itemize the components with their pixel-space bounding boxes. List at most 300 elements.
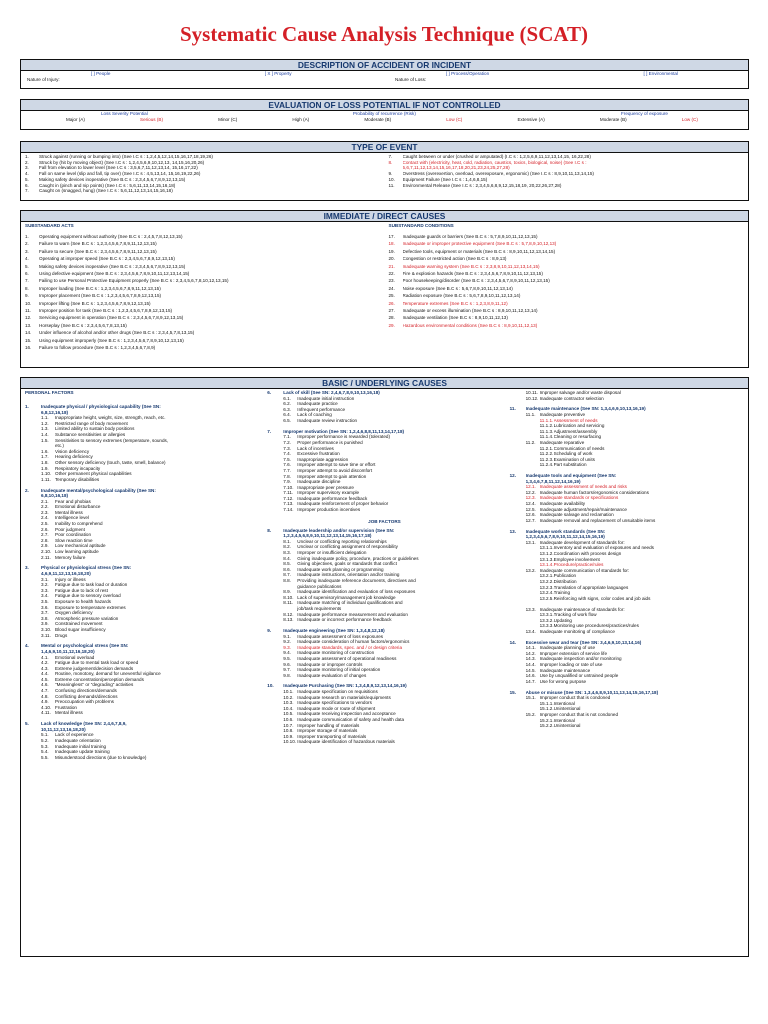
basic-cause-text: Extreme concentration/perception demands bbox=[55, 676, 144, 682]
basic-cause-text: Physical or physiological stress (See SN: bbox=[41, 565, 132, 571]
basic-cause-text: "Meaningless" or "degrading" activities bbox=[55, 682, 134, 688]
basic-cause-number: 5.1. bbox=[41, 732, 49, 738]
basic-cause-item bbox=[510, 679, 744, 685]
basic-cause-number: 5.5. bbox=[41, 754, 49, 760]
basic-cause-number: 12.1. bbox=[525, 484, 536, 490]
basic-cause-number: 1.2. bbox=[41, 420, 49, 426]
check-property[interactable]: [ X ] Property bbox=[264, 71, 292, 76]
basic-cause-text: 1,2,3,4,5,6,8,9,10,11,12,13,14,15,16,17,18) bbox=[283, 533, 372, 539]
basic-cause-text: Frustration bbox=[55, 704, 77, 710]
basic-cause-text: Fatigue due to task load or duration bbox=[55, 582, 128, 588]
basic-cause-item bbox=[267, 507, 501, 513]
basic-cause-number: 12.7. bbox=[525, 517, 536, 523]
basic-cause-text: Mental or psychological stress (See SN: bbox=[41, 643, 129, 649]
substandard-condition-number: 24. bbox=[388, 285, 395, 291]
basic-cause-text: Exposure to health hazards bbox=[55, 598, 111, 604]
basic-column-middle bbox=[263, 389, 505, 761]
basic-cause-number: 9.5. bbox=[283, 655, 291, 661]
basic-cause-number: 13.2.4. bbox=[539, 590, 554, 596]
substandard-condition-number: 27. bbox=[388, 308, 395, 314]
basic-cause-text: Atmospheric pressure variation bbox=[55, 615, 119, 621]
event-section bbox=[20, 141, 749, 201]
basic-header: BASIC / UNDERLYING CAUSES bbox=[21, 378, 748, 389]
basic-cause-text: Sensitivities to sensory extremes (temperature, sounds, bbox=[55, 437, 169, 443]
substandard-condition bbox=[389, 270, 745, 277]
event-item-text: 5,6,7,11,12,13,14,15,16,17,18,20,21,23,24,25,27,28) bbox=[402, 165, 510, 171]
event-item-text: Fall on same level (slip and fall, tip over) (See I.C s : 4,5,13,14, 15,16,19,22,26) bbox=[39, 171, 201, 177]
basic-cause-number: 7.1. bbox=[283, 434, 291, 440]
description-header: DESCRIPTION OF ACCIDENT OR INCIDENT bbox=[21, 60, 748, 71]
basic-cause-number: 3.3. bbox=[41, 587, 49, 593]
basic-cause-item bbox=[25, 755, 259, 761]
event-item-number: 9. bbox=[388, 171, 393, 177]
event-item-text: Struck by (hit by moving object) (See I.C s : 1,2,4,5,6,9,10,12,13, 14,15,16,20,26) bbox=[39, 159, 205, 165]
basic-cause-text: Low learning aptitude bbox=[55, 549, 99, 555]
immediate-header: IMMEDIATE / DIRECT CAUSES bbox=[21, 211, 748, 222]
basic-cause-text: Use by unqualified or untrained people bbox=[539, 673, 619, 679]
basic-cause-text: Inadequate or incorrect performance feedback bbox=[297, 617, 392, 623]
basic-cause-number: 15.2.2. bbox=[539, 723, 554, 729]
immediate-section bbox=[20, 210, 749, 368]
basic-cause-text: Fear and phobias bbox=[55, 498, 91, 504]
basic-cause-number: 13.1.1. bbox=[539, 545, 554, 551]
basic-cause-text: Intentional bbox=[553, 700, 575, 706]
basic-cause-number: 8.4. bbox=[283, 555, 291, 561]
basic-cause-text: Misunderstood directions (due to knowledge) bbox=[55, 754, 147, 760]
basic-cause-number: 2.11. bbox=[41, 554, 51, 560]
basic-cause-number: 10.3. bbox=[283, 700, 294, 706]
basic-cause-text: Part substitution bbox=[553, 462, 587, 468]
basic-cause-number: 11.2.1. bbox=[539, 445, 554, 451]
basic-cause-item bbox=[25, 555, 259, 561]
basic-cause-number: 5. bbox=[25, 721, 29, 727]
substandard-condition-number: 29. bbox=[388, 322, 395, 328]
basic-cause-text: Routine, monotony, demand for uneventful vigilance bbox=[55, 671, 161, 677]
event-header: TYPE OF EVENT bbox=[21, 142, 748, 153]
basic-cause-number: 8.5. bbox=[283, 561, 291, 567]
basic-cause-text: Inadequate practice bbox=[297, 401, 338, 407]
basic-cause-text: 6,8,12,16,18) bbox=[41, 409, 69, 415]
basic-cause-text: Fatigue due to sensory overload bbox=[55, 593, 121, 599]
basic-cause-text: Cleaning or resurfacing bbox=[553, 434, 602, 440]
basic-cause-number bbox=[25, 727, 41, 733]
basic-cause-number: 11.2. bbox=[525, 439, 536, 445]
probability-group-label: Probability of recurrence (Risk) bbox=[352, 111, 416, 116]
substandard-condition-number: 18. bbox=[388, 241, 395, 247]
substandard-act bbox=[25, 285, 381, 292]
event-item-number: 11. bbox=[388, 182, 395, 188]
basic-cause-number: 9.6. bbox=[283, 661, 291, 667]
substandard-condition-number: 17. bbox=[388, 234, 395, 239]
basic-cause-text: Inadequate receiving inspection and acceptance bbox=[297, 711, 396, 717]
basic-cause-number: 4.8. bbox=[41, 693, 49, 699]
basic-cause-number: 15.1. bbox=[525, 695, 536, 701]
evaluation-level-option[interactable]: Minor (C) bbox=[218, 117, 238, 122]
basic-cause-text: Fatigue due to lack of rest bbox=[55, 587, 108, 593]
basic-cause-text: Inadequate specifications to vendors bbox=[297, 700, 372, 706]
evaluation-level-option[interactable]: High (A) bbox=[292, 117, 310, 122]
basic-cause-number: 13.2.3. bbox=[539, 584, 554, 590]
basic-cause-text: Fatigue due to mental task load or speed bbox=[55, 660, 139, 666]
event-item-text: Caught on (snagged, hung) (See I.C s : 5,6,11,12,13,14,15,16,18) bbox=[39, 188, 173, 194]
basic-cause-text: Inadequate maintenance of standards for: bbox=[539, 606, 625, 612]
basic-cause-text: Inadequate communication of standards for: bbox=[539, 567, 630, 573]
basic-cause-text: Improper production incentives bbox=[297, 507, 361, 513]
basic-cause-number: 15. bbox=[509, 689, 516, 695]
event-item-number: 2. bbox=[25, 159, 29, 165]
basic-cause-text: Inappropriate peer pressure bbox=[297, 484, 354, 490]
evaluation-levels bbox=[21, 117, 748, 123]
basic-cause-text: Excessive frustration bbox=[297, 451, 340, 457]
substandard-condition-text: Poor housekeeping/disorder (See B.C s : 2,3,4,5,6,7,8,9,10,11,12,13,15) bbox=[402, 278, 550, 284]
basic-cause-number: 6.3. bbox=[283, 406, 291, 412]
basic-cause-number: 13.3.1. bbox=[539, 612, 554, 618]
basic-cause-number: 1. bbox=[25, 404, 29, 409]
basic-cause-number: 4.11. bbox=[41, 710, 51, 716]
basic-cause-number: 4.1. bbox=[41, 654, 49, 660]
basic-cause-number: 2.6. bbox=[41, 526, 49, 532]
basic-cause-number: 13.3.3. bbox=[539, 623, 554, 629]
substandard-condition-number: 21. bbox=[388, 263, 395, 269]
event-item-number: 3. bbox=[25, 165, 29, 171]
basic-cause-text: Improper or insufficient delegation bbox=[297, 550, 367, 556]
basic-cause-text: Inadequate initial training bbox=[55, 743, 107, 749]
basic-cause-text: Drugs bbox=[55, 632, 68, 638]
basic-cause-text: Preoccupation with problems bbox=[55, 699, 114, 705]
basic-cause-text: Blood sugar insufficiency bbox=[55, 626, 106, 632]
basic-cause-text: Unintentional bbox=[553, 706, 581, 712]
basic-cause-number: 6.5. bbox=[283, 417, 291, 423]
basic-cause-number: 7. bbox=[267, 428, 272, 434]
basic-cause-text: Exposure to temperature extremes bbox=[55, 604, 126, 610]
substandard-condition bbox=[389, 277, 745, 284]
event-item-number: 7. bbox=[25, 188, 29, 194]
basic-cause-text: Inadequate identification of hazardous materials bbox=[297, 739, 395, 745]
basic-cause-number: 15.1.2. bbox=[539, 706, 554, 712]
basic-cause-text: Inadequate salvage and reclamation bbox=[539, 512, 614, 518]
basic-cause-number: 13.4. bbox=[525, 628, 536, 634]
job-factors-header: JOB FACTORS bbox=[368, 518, 401, 524]
basic-cause-number: 8.2. bbox=[283, 544, 291, 550]
basic-cause-text: Improper performance is rewarded (tolerated) bbox=[297, 434, 390, 440]
substandard-conditions-header: SUBSTANDARD CONDITIONS bbox=[388, 223, 454, 228]
basic-cause-number: 1.9. bbox=[41, 465, 49, 471]
basic-cause-number: 10.8. bbox=[283, 728, 294, 734]
nature-row bbox=[21, 77, 748, 83]
basic-cause-number: 8.11. bbox=[283, 600, 294, 606]
basic-cause-number bbox=[510, 479, 526, 485]
event-item-text: Fall from elevation to lower level (See I.C s : 3,5,6,7,11,12,13,14, 15,16,17,22) bbox=[39, 165, 198, 171]
basic-cause-text: Lack of supervisory/management job knowledge bbox=[297, 594, 396, 600]
basic-cause-number: 7.3. bbox=[283, 445, 291, 451]
basic-cause-text: Inadequate maintenance bbox=[539, 667, 591, 673]
basic-cause-text: 4,6,9,11,12,13,16,18,20) bbox=[41, 571, 91, 576]
basic-cause-number: 1.7. bbox=[41, 454, 49, 460]
substandard-act-number: 11. bbox=[25, 308, 32, 314]
substandard-act-text: Failure to follow procedure (See B.C s : 1,2,3,4,5,6,7,8,9) bbox=[39, 345, 156, 351]
substandard-condition-number: 20. bbox=[388, 256, 395, 262]
basic-cause-text: Lack of coaching bbox=[297, 412, 332, 418]
basic-cause-number: 7.11. bbox=[283, 490, 294, 496]
substandard-act-text: Improper position for task (See B.C s : 1,2,3,4,5,6,7,8,9,12,13,15) bbox=[39, 308, 173, 314]
basic-cause-text: Inadequate monitoring of compliance bbox=[539, 628, 615, 634]
basic-cause-number: 4.5. bbox=[41, 676, 49, 682]
substandard-condition-text: Inadequate or improper protective equipment (See B.C s : 5,7,8,9,10,12,13) bbox=[402, 241, 557, 247]
basic-cause-text: Proper performance is punished bbox=[297, 439, 363, 445]
basic-cause-item bbox=[25, 633, 259, 639]
basic-cause-text: Inappropriate aggression bbox=[297, 456, 349, 462]
basic-cause-number: 9.7. bbox=[283, 667, 291, 673]
basic-cause-number: 8.8. bbox=[283, 578, 291, 583]
basic-cause-text: Mental illness bbox=[55, 710, 83, 716]
basic-cause-text: 1,2,3,4,5,6,7,8,9,10,11,12,14,15,16,19) bbox=[525, 534, 605, 540]
basic-cause-text: Inappropriate height, weight, size, strength, reach, etc. bbox=[55, 415, 166, 421]
substandard-condition-number: 19. bbox=[388, 248, 395, 254]
basic-column-right bbox=[506, 389, 748, 761]
basic-cause-text: Improper transporting of materials bbox=[297, 733, 367, 739]
basic-cause-number: 14.3. bbox=[525, 656, 536, 662]
basic-cause-number: 2.2. bbox=[41, 504, 49, 510]
basic-cause-text: Inadequate standards, spec. and / or design criteria bbox=[297, 644, 402, 650]
basic-cause-text: Substance sensitivities or allergies bbox=[55, 431, 126, 437]
basic-cause-number: 3. bbox=[25, 565, 29, 571]
basic-cause-text: Unintentional bbox=[553, 723, 581, 729]
substandard-act bbox=[25, 270, 381, 277]
basic-cause-number: 9.3. bbox=[283, 644, 291, 650]
basic-cause-text: Scheduling of work bbox=[553, 451, 593, 457]
basic-cause-text: Inability to comprehend bbox=[55, 521, 103, 527]
basic-cause-text: 1,3,4,6,7,8,11,12,14,16,19) bbox=[525, 478, 581, 484]
substandard-condition-number: 23. bbox=[388, 278, 395, 284]
basic-cause-text: Inadequate removal and replacement of unsuitable items bbox=[539, 517, 656, 523]
evaluation-header: EVALUATION OF LOSS POTENTIAL IF NOT CONTROLLED bbox=[21, 100, 748, 111]
basic-cause-text: Inadequate evaluation of changes bbox=[297, 672, 367, 678]
substandard-condition-text: Radiation exposure (See B.C s : 5,6,7,8,9,10,11,12,13,14) bbox=[402, 293, 521, 299]
basic-cause-number: 10.11. bbox=[525, 390, 539, 395]
event-item-number: 8. bbox=[388, 159, 393, 165]
basic-cause-number: 10.2. bbox=[283, 694, 294, 700]
basic-cause-text: Unclear or conflicting assignment of responsibility bbox=[297, 544, 398, 550]
basic-cause-number: 4.6. bbox=[41, 682, 49, 688]
substandard-condition-text: Fire & explosion hazards (See B.C s : 2,3,4,5,6,7,8,9,10,11,12,13,15) bbox=[402, 271, 543, 277]
basic-cause-text: Inadequate leadership and/or supervision (See SN: bbox=[283, 527, 395, 533]
evaluation-level-option[interactable]: Low (C) bbox=[681, 117, 698, 122]
basic-cause-text: Inadequate update training bbox=[55, 749, 110, 755]
basic-cause-text: Abuse or misuse (See SN: 1,3,4,6,8,9,10,11,13,14,15,16,17,18) bbox=[525, 689, 659, 695]
basic-cause-text: Inadequate development of standards for: bbox=[539, 539, 625, 545]
basic-cause-text: guidance publications bbox=[297, 583, 342, 589]
basic-cause-number: 12.4. bbox=[525, 501, 536, 507]
basic-cause-number: 13.3. bbox=[525, 606, 536, 612]
evaluation-level-option[interactable]: Moderate (B) bbox=[364, 117, 392, 122]
basic-cause-number: 13.2. bbox=[525, 567, 536, 573]
substandard-condition-text: Inadequate warning system (See B.C s : 2,3,8,9,10,11,12,13,14,15) bbox=[402, 263, 540, 269]
basic-cause-number: 14. bbox=[509, 639, 516, 645]
substandard-act-text: Using equipment improperly (See B.C s : 1,2,3,4,5,6,7,8,9,10,12,13,15) bbox=[39, 337, 184, 343]
basic-cause-text: Procedure/practice/rules bbox=[553, 562, 604, 568]
basic-cause-text: Inadequate instructions, orientation and/or training bbox=[297, 572, 400, 578]
substandard-act-number: 6. bbox=[25, 271, 29, 277]
substandard-act-text: Under influence of alcohol and/or other drugs (See B.C s : 2,3,4,5,7,8,13,15) bbox=[39, 330, 195, 336]
basic-cause-text: Inadequate assessment of operational readiness bbox=[297, 655, 397, 661]
basic-cause-text: Excessive wear and tear (See SN: 3,4,6,9,10,13,14,16) bbox=[525, 639, 642, 645]
check-people[interactable]: [ ] People bbox=[91, 71, 111, 76]
event-item-text: Equipment Failure (See I.C s : 1,4,6,8,15) bbox=[402, 176, 488, 182]
basic-cause-text: Inadequate or improper controls bbox=[297, 661, 363, 667]
basic-cause-item bbox=[510, 462, 744, 468]
basic-cause-number: 1.10. bbox=[41, 471, 52, 477]
basic-cause-text: Monitoring use procedures/practices/rules bbox=[553, 623, 639, 629]
substandard-act bbox=[25, 329, 381, 336]
basic-cause-text: Inadequate physical / physiological capability (See SN: bbox=[41, 404, 161, 409]
basic-cause-item bbox=[267, 739, 501, 745]
basic-cause-text: Inadequate monitoring of initial operation bbox=[297, 667, 381, 673]
basic-cause-item bbox=[267, 673, 501, 679]
basic-cause-text: Improper extension of service life bbox=[539, 650, 607, 656]
event-item-text: Struck against (running or bumping into) (See I.C s : 1,2,4,5,12,14,15,16,17,18,19,26) bbox=[39, 154, 213, 159]
basic-cause-number: 2.9. bbox=[41, 543, 49, 549]
basic-cause-number: 3.4. bbox=[41, 593, 49, 599]
basic-cause-number: 9.4. bbox=[283, 650, 291, 656]
check-process[interactable]: [ ] Process/Operation bbox=[445, 71, 490, 76]
basic-cause-text: Assessment of needs bbox=[553, 417, 598, 423]
substandard-condition-number: 26. bbox=[388, 300, 395, 306]
basic-cause-number: 9.2. bbox=[283, 639, 291, 645]
basic-cause-text: Slow reaction time bbox=[55, 537, 93, 543]
substandard-act bbox=[25, 240, 381, 247]
basic-cause-number: 12.2. bbox=[525, 489, 536, 495]
basic-cause-text: Inadequate reinforcement of proper behavior bbox=[297, 501, 389, 507]
basic-cause-number: 7.13. bbox=[283, 501, 294, 507]
basic-cause-text: job/task requirements bbox=[297, 605, 342, 611]
basic-cause-number: 3.7. bbox=[41, 610, 49, 616]
basic-cause-number bbox=[267, 533, 283, 539]
basic-cause-text: Other permanent physical capabilities bbox=[55, 471, 132, 477]
evaluation-level-option[interactable]: Low (C) bbox=[446, 117, 463, 122]
basic-cause-text: Constrained movement bbox=[55, 621, 103, 627]
basic-cause-text: Inadequate mental/psychological capability (See SN: bbox=[41, 487, 156, 493]
basic-cause-number: 1.6. bbox=[41, 448, 49, 454]
description-section bbox=[20, 59, 749, 89]
substandard-condition-number: 28. bbox=[388, 315, 395, 321]
basic-cause-text: Lack of incentives bbox=[297, 445, 334, 451]
basic-cause-text: Inadequate research on materials/equipments bbox=[297, 694, 391, 700]
basic-cause-text: Hearing deficiency bbox=[55, 454, 93, 460]
event-item bbox=[389, 183, 745, 189]
basic-cause-text: Inadequate Purchasing (See SN: 1,3,4,8,9,12,13,14,16,19) bbox=[283, 683, 407, 689]
substandard-act-text: Improper placement (See B.C s : 1,2,3,4,5,6,7,8,9,12,13,15) bbox=[39, 293, 162, 299]
basic-cause-number: 8.7. bbox=[283, 572, 291, 578]
basic-cause-number: 13.1. bbox=[525, 539, 536, 545]
substandard-act bbox=[25, 344, 381, 351]
substandard-condition bbox=[389, 285, 745, 292]
basic-cause-number: 1.4. bbox=[41, 431, 49, 437]
basic-cause-text: Coordination with process design bbox=[553, 551, 622, 556]
basic-cause-text: Inadequate specification on requisitions bbox=[297, 689, 378, 695]
basic-cause-text: Inadequate assessment of needs and risks bbox=[539, 484, 627, 490]
basic-cause-text: Low mechanical aptitude bbox=[55, 543, 106, 549]
substandard-act-text: Failure to secure (See B.C s : 2,3,4,5,6,7,8,9,11,12,13,15) bbox=[39, 248, 157, 254]
basic-cause-text: Inadequate performance measurement and evaluation bbox=[297, 611, 408, 617]
basic-cause-number: 9.1. bbox=[283, 633, 291, 639]
evaluation-level-option[interactable]: Extensive (A) bbox=[517, 117, 545, 122]
event-item-number: 4. bbox=[25, 171, 29, 177]
basic-cause-text: Improper attempt to avoid discomfort bbox=[297, 467, 373, 473]
basic-cause-text: Inadequate discipline bbox=[297, 479, 341, 485]
substandard-act-number: 4. bbox=[25, 256, 29, 262]
substandard-condition-text: Hazardous environmental conditions (See B.C s : 8,9,10,11,12,13) bbox=[402, 322, 538, 328]
basic-cause-number: 5.2. bbox=[41, 738, 49, 743]
basic-cause-number: 5.4. bbox=[41, 749, 49, 755]
basic-cause-text: Inadequate work standards (See SN: bbox=[525, 528, 606, 534]
substandard-act bbox=[25, 255, 381, 262]
basic-cause-number: 7.7. bbox=[283, 467, 291, 473]
evaluation-level-option[interactable]: Moderate (B) bbox=[599, 117, 627, 122]
basic-cause-text: Other sensory deficiency (touch, taste, smell, balance) bbox=[55, 459, 166, 465]
substandard-condition-number: 25. bbox=[388, 293, 395, 299]
basic-cause-number: 6.1. bbox=[283, 395, 291, 401]
basic-cause-number: 13. bbox=[509, 528, 516, 534]
basic-cause-number: 8.13. bbox=[283, 617, 294, 623]
basic-cause-text: Use for wrong purpose bbox=[539, 678, 587, 684]
basic-cause-text: Inadequate monitoring of construction bbox=[297, 650, 375, 656]
basic-cause-text: Inadequate identification and evaluation of loss exposures bbox=[297, 589, 416, 595]
basic-cause-text: Poor judgment bbox=[55, 526, 85, 532]
basic-cause-text: Employee involvement bbox=[553, 556, 600, 562]
substandard-condition-text: Inadequate or excess illumination (See B.C s : 8,9,10,11,12,13,14) bbox=[402, 308, 538, 314]
basic-cause-text: Improper handling of materials bbox=[297, 722, 360, 728]
substandard-condition-text: Inadequate ventilation (See B.C s : 8,9,10,11,12,13) bbox=[402, 315, 508, 321]
evaluation-level-option[interactable]: Serious (B) bbox=[140, 117, 163, 122]
basic-cause-number: 3.6. bbox=[41, 604, 49, 610]
substandard-act-number: 10. bbox=[25, 300, 32, 306]
basic-cause-text: Communication of needs bbox=[553, 445, 605, 451]
basic-cause-number: 8.1. bbox=[283, 538, 291, 544]
basic-cause-number: 3.9. bbox=[41, 621, 49, 627]
basic-cause-text: Inadequate inspection and/or monitoring bbox=[539, 656, 622, 662]
basic-cause-number: 3.2. bbox=[41, 582, 49, 588]
substandard-act bbox=[25, 277, 381, 284]
basic-cause-text: Inadequate tools and equipment (See SN: bbox=[525, 473, 617, 479]
basic-cause-text: Limited ability to sustain body positions bbox=[55, 426, 135, 432]
basic-cause-text: Tracking of work flow bbox=[553, 612, 597, 618]
basic-cause-number: 11.2.4. bbox=[539, 462, 554, 468]
basic-cause-text: Infrequent performance bbox=[297, 406, 346, 412]
substandard-acts-header: SUBSTANDARD ACTS bbox=[25, 223, 74, 228]
basic-cause-text: Inadequate assessment of loss exposures bbox=[297, 633, 384, 639]
basic-cause-number: 7.6. bbox=[283, 462, 291, 468]
basic-cause-number: 14.4. bbox=[525, 662, 536, 668]
basic-cause-item bbox=[510, 518, 744, 524]
basic-cause-number: 11.2.3. bbox=[539, 456, 554, 462]
event-item-text: Caught in (pinch and nip points) (See I.C s : 5,6,11,13,14,15,16,18) bbox=[39, 182, 176, 188]
basic-cause-number: 5.3. bbox=[41, 743, 49, 749]
basic-cause-number: 11.1.3. bbox=[539, 428, 554, 434]
basic-cause-number bbox=[25, 649, 41, 655]
event-item-number: 7. bbox=[388, 154, 393, 159]
personal-factors-header: PERSONAL FACTORS bbox=[25, 390, 74, 395]
basic-cause-number: 10.12. bbox=[525, 395, 539, 401]
basic-cause-number: 12. bbox=[509, 473, 516, 479]
basic-cause-text: etc.) bbox=[55, 443, 64, 449]
substandard-act-number: 3. bbox=[25, 248, 29, 254]
check-environmental[interactable]: [ ] Environmental bbox=[643, 71, 678, 76]
basic-cause-number: 7.10. bbox=[283, 484, 294, 490]
substandard-condition bbox=[389, 292, 745, 299]
substandard-condition-number: 22. bbox=[388, 271, 395, 277]
basic-cause-number: 10.4. bbox=[283, 705, 294, 711]
evaluation-level-option[interactable]: Major (A) bbox=[66, 117, 85, 122]
